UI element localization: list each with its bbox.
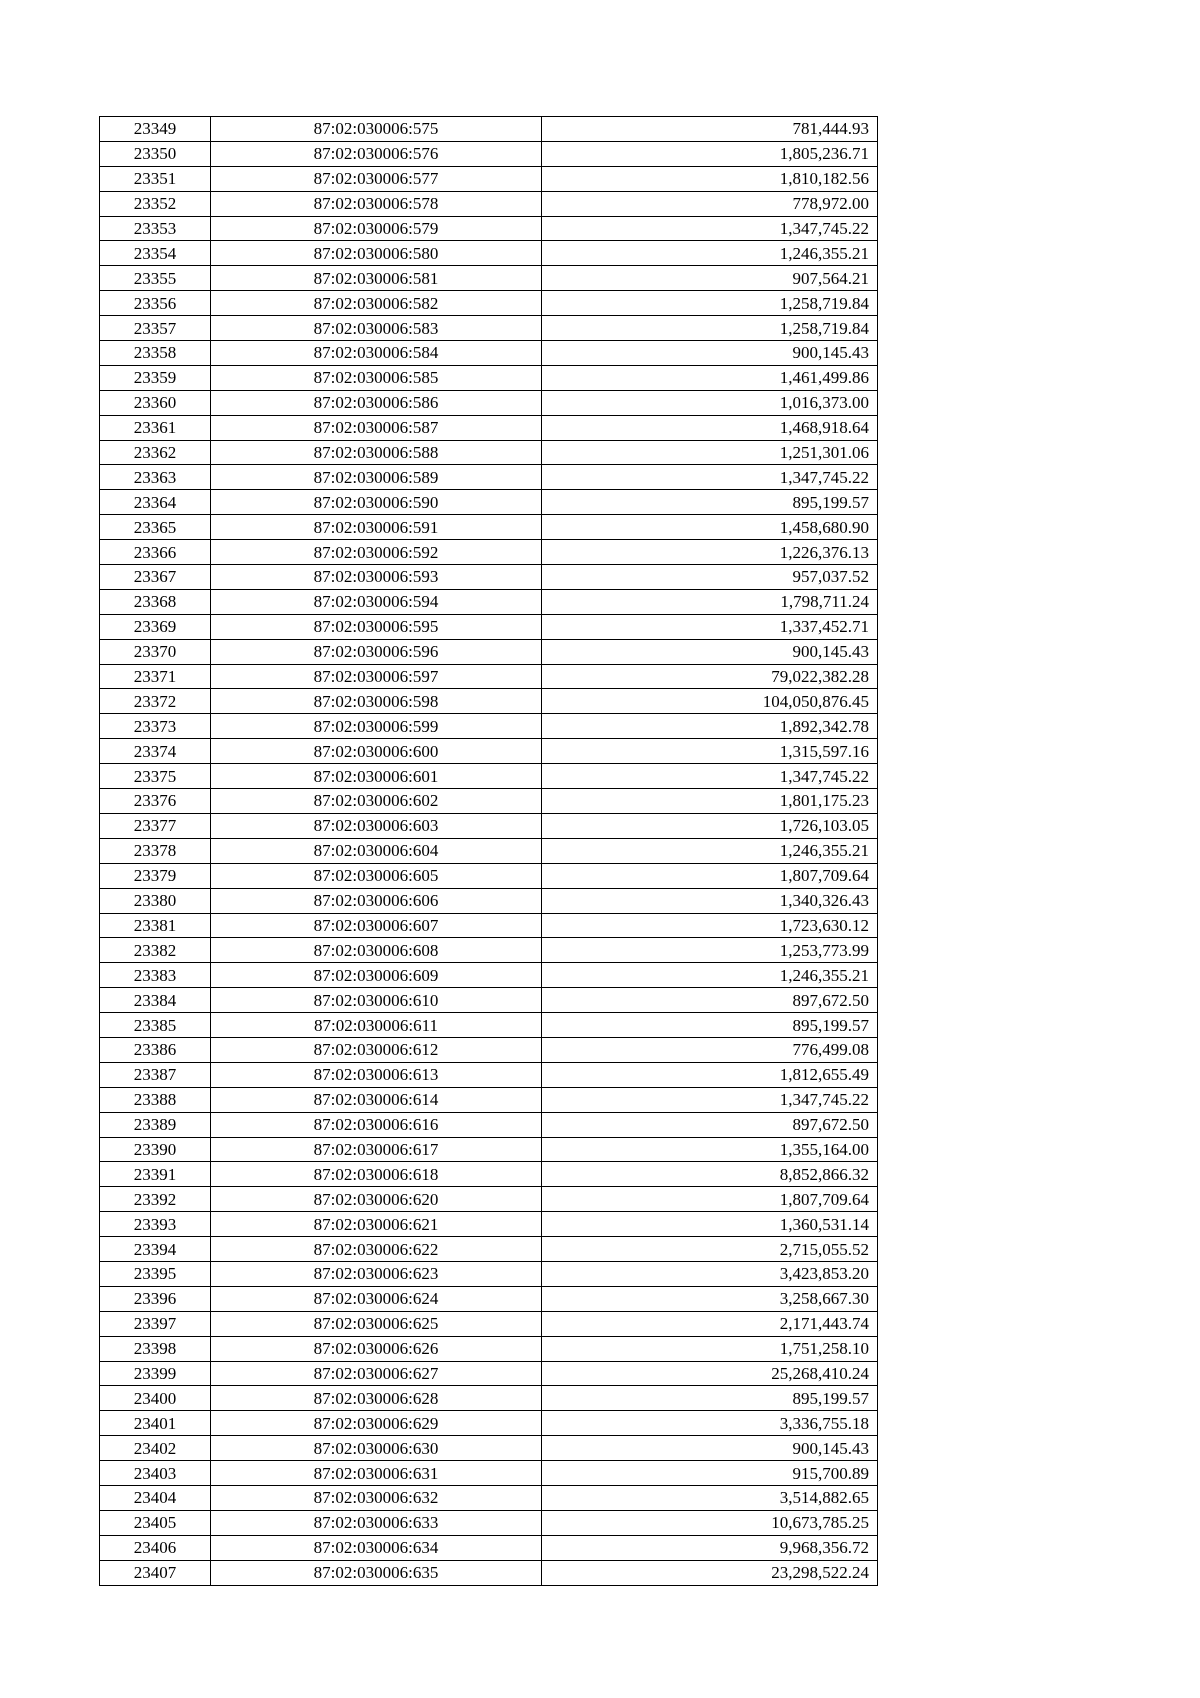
cadastral-number-cell: 87:02:030006:616 [211, 1112, 542, 1137]
row-number-cell: 23388 [100, 1087, 211, 1112]
cadastral-number-cell: 87:02:030006:612 [211, 1037, 542, 1062]
table-row [100, 191, 878, 216]
cadastral-number-cell: 87:02:030006:598 [211, 689, 542, 714]
cadastral-number-cell: 87:02:030006:589 [211, 465, 542, 490]
row-number-cell: 23394 [100, 1237, 211, 1262]
cadastral-value-cell: 1,468,918.64 [542, 415, 878, 440]
cadastral-number-cell: 87:02:030006:609 [211, 963, 542, 988]
row-number-cell: 23356 [100, 291, 211, 316]
table-row [100, 515, 878, 540]
table-row [100, 1013, 878, 1038]
row-number-cell: 23358 [100, 341, 211, 366]
cadastral-number-cell: 87:02:030006:597 [211, 664, 542, 689]
row-number-cell: 23349 [100, 117, 211, 142]
row-number-cell: 23357 [100, 316, 211, 341]
row-number-cell: 23390 [100, 1137, 211, 1162]
cadastral-value-cell: 1,226,376.13 [542, 540, 878, 565]
table-row [100, 988, 878, 1013]
cadastral-value-cell: 1,807,709.64 [542, 863, 878, 888]
cadastral-number-cell: 87:02:030006:602 [211, 789, 542, 814]
cadastral-value-cell: 8,852,866.32 [542, 1162, 878, 1187]
cadastral-value-cell: 778,972.00 [542, 191, 878, 216]
row-number-cell: 23397 [100, 1311, 211, 1336]
row-number-cell: 23400 [100, 1386, 211, 1411]
table-row [100, 1336, 878, 1361]
cadastral-number-cell: 87:02:030006:631 [211, 1461, 542, 1486]
table-row [100, 664, 878, 689]
cadastral-number-cell: 87:02:030006:580 [211, 241, 542, 266]
row-number-cell: 23391 [100, 1162, 211, 1187]
row-number-cell: 23403 [100, 1461, 211, 1486]
table-row [100, 838, 878, 863]
cadastral-number-cell: 87:02:030006:575 [211, 117, 542, 142]
table-row [100, 365, 878, 390]
cadastral-value-cell: 1,355,164.00 [542, 1137, 878, 1162]
row-number-cell: 23359 [100, 365, 211, 390]
cadastral-number-cell: 87:02:030006:587 [211, 415, 542, 440]
cadastral-number-cell: 87:02:030006:620 [211, 1187, 542, 1212]
cadastral-value-cell: 1,016,373.00 [542, 390, 878, 415]
table-row [100, 465, 878, 490]
row-number-cell: 23405 [100, 1510, 211, 1535]
cadastral-number-cell: 87:02:030006:611 [211, 1013, 542, 1038]
cadastral-number-cell: 87:02:030006:634 [211, 1535, 542, 1560]
cadastral-number-cell: 87:02:030006:578 [211, 191, 542, 216]
table-row [100, 316, 878, 341]
row-number-cell: 23360 [100, 390, 211, 415]
cadastral-value-cell: 1,315,597.16 [542, 739, 878, 764]
cadastral-number-cell: 87:02:030006:603 [211, 813, 542, 838]
cadastral-value-cell: 2,715,055.52 [542, 1237, 878, 1262]
cadastral-number-cell: 87:02:030006:577 [211, 166, 542, 191]
cadastral-value-cell: 900,145.43 [542, 639, 878, 664]
cadastral-value-cell: 1,805,236.71 [542, 141, 878, 166]
table-row [100, 1485, 878, 1510]
cadastral-value-cell: 25,268,410.24 [542, 1361, 878, 1386]
cadastral-number-cell: 87:02:030006:604 [211, 838, 542, 863]
table-row [100, 415, 878, 440]
cadastral-value-cell: 1,347,745.22 [542, 764, 878, 789]
table-row [100, 589, 878, 614]
cadastral-value-cell: 1,798,711.24 [542, 589, 878, 614]
cadastral-number-cell: 87:02:030006:599 [211, 714, 542, 739]
table-row [100, 1436, 878, 1461]
row-number-cell: 23393 [100, 1212, 211, 1237]
cadastral-value-cell: 1,253,773.99 [542, 938, 878, 963]
table-row [100, 1361, 878, 1386]
row-number-cell: 23364 [100, 490, 211, 515]
table-row [100, 141, 878, 166]
cadastral-value-cell: 10,673,785.25 [542, 1510, 878, 1535]
cadastral-number-cell: 87:02:030006:624 [211, 1286, 542, 1311]
row-number-cell: 23406 [100, 1535, 211, 1560]
cadastral-value-cell: 957,037.52 [542, 565, 878, 590]
cadastral-number-cell: 87:02:030006:635 [211, 1560, 542, 1585]
cadastral-value-cell: 1,347,745.22 [542, 216, 878, 241]
cadastral-value-cell: 776,499.08 [542, 1037, 878, 1062]
cadastral-number-cell: 87:02:030006:617 [211, 1137, 542, 1162]
row-number-cell: 23389 [100, 1112, 211, 1137]
row-number-cell: 23381 [100, 913, 211, 938]
cadastral-number-cell: 87:02:030006:629 [211, 1411, 542, 1436]
cadastral-number-cell: 87:02:030006:584 [211, 341, 542, 366]
row-number-cell: 23369 [100, 614, 211, 639]
table-row [100, 1137, 878, 1162]
table-row [100, 291, 878, 316]
row-number-cell: 23396 [100, 1286, 211, 1311]
cadastral-number-cell: 87:02:030006:596 [211, 639, 542, 664]
cadastral-number-cell: 87:02:030006:610 [211, 988, 542, 1013]
table-row [100, 440, 878, 465]
cadastral-value-cell: 895,199.57 [542, 1386, 878, 1411]
table-row [100, 216, 878, 241]
cadastral-value-cell: 1,347,745.22 [542, 465, 878, 490]
table-row [100, 1062, 878, 1087]
row-number-cell: 23368 [100, 589, 211, 614]
cadastral-value-cell: 1,807,709.64 [542, 1187, 878, 1212]
cadastral-value-cell: 895,199.57 [542, 490, 878, 515]
cadastral-number-cell: 87:02:030006:592 [211, 540, 542, 565]
table-row [100, 888, 878, 913]
cadastral-number-cell: 87:02:030006:583 [211, 316, 542, 341]
cadastral-number-cell: 87:02:030006:591 [211, 515, 542, 540]
table-row [100, 1510, 878, 1535]
cadastral-number-cell: 87:02:030006:618 [211, 1162, 542, 1187]
cadastral-value-cell: 895,199.57 [542, 1013, 878, 1038]
table-row [100, 614, 878, 639]
table-row [100, 1560, 878, 1585]
cadastral-number-cell: 87:02:030006:595 [211, 614, 542, 639]
row-number-cell: 23383 [100, 963, 211, 988]
cadastral-value-cell: 897,672.50 [542, 988, 878, 1013]
table-row [100, 1212, 878, 1237]
cadastral-number-cell: 87:02:030006:622 [211, 1237, 542, 1262]
row-number-cell: 23386 [100, 1037, 211, 1062]
table-row [100, 813, 878, 838]
cadastral-number-cell: 87:02:030006:590 [211, 490, 542, 515]
row-number-cell: 23387 [100, 1062, 211, 1087]
table-row [100, 266, 878, 291]
row-number-cell: 23401 [100, 1411, 211, 1436]
cadastral-number-cell: 87:02:030006:632 [211, 1485, 542, 1510]
cadastral-value-cell: 9,968,356.72 [542, 1535, 878, 1560]
table-row [100, 565, 878, 590]
cadastral-number-cell: 87:02:030006:630 [211, 1436, 542, 1461]
cadastral-number-cell: 87:02:030006:593 [211, 565, 542, 590]
cadastral-number-cell: 87:02:030006:585 [211, 365, 542, 390]
table-row [100, 1261, 878, 1286]
table-row [100, 739, 878, 764]
cadastral-number-cell: 87:02:030006:594 [211, 589, 542, 614]
cadastral-value-cell: 1,892,342.78 [542, 714, 878, 739]
cadastral-value-cell: 907,564.21 [542, 266, 878, 291]
table-row [100, 714, 878, 739]
row-number-cell: 23363 [100, 465, 211, 490]
row-number-cell: 23385 [100, 1013, 211, 1038]
cadastral-number-cell: 87:02:030006:605 [211, 863, 542, 888]
cadastral-value-cell: 3,258,667.30 [542, 1286, 878, 1311]
cadastral-value-cell: 1,810,182.56 [542, 166, 878, 191]
row-number-cell: 23365 [100, 515, 211, 540]
table-row [100, 1162, 878, 1187]
cadastral-value-cell: 1,251,301.06 [542, 440, 878, 465]
cadastral-number-cell: 87:02:030006:633 [211, 1510, 542, 1535]
cadastral-number-cell: 87:02:030006:588 [211, 440, 542, 465]
cadastral-value-cell: 1,246,355.21 [542, 241, 878, 266]
table-row [100, 117, 878, 142]
cadastral-number-cell: 87:02:030006:601 [211, 764, 542, 789]
table-row [100, 1311, 878, 1336]
row-number-cell: 23362 [100, 440, 211, 465]
row-number-cell: 23392 [100, 1187, 211, 1212]
row-number-cell: 23351 [100, 166, 211, 191]
table-row [100, 789, 878, 814]
cadastral-number-cell: 87:02:030006:613 [211, 1062, 542, 1087]
table-row [100, 1386, 878, 1411]
row-number-cell: 23350 [100, 141, 211, 166]
cadastral-value-cell: 781,444.93 [542, 117, 878, 142]
row-number-cell: 23373 [100, 714, 211, 739]
row-number-cell: 23380 [100, 888, 211, 913]
cadastral-value-cell: 1,723,630.12 [542, 913, 878, 938]
table-row [100, 341, 878, 366]
cadastral-value-cell: 2,171,443.74 [542, 1311, 878, 1336]
row-number-cell: 23395 [100, 1261, 211, 1286]
row-number-cell: 23372 [100, 689, 211, 714]
row-number-cell: 23366 [100, 540, 211, 565]
cadastral-value-cell: 1,751,258.10 [542, 1336, 878, 1361]
cadastral-number-cell: 87:02:030006:625 [211, 1311, 542, 1336]
cadastral-value-cell: 1,801,175.23 [542, 789, 878, 814]
cadastral-value-cell: 1,246,355.21 [542, 963, 878, 988]
cadastral-value-cell: 900,145.43 [542, 1436, 878, 1461]
cadastral-number-cell: 87:02:030006:582 [211, 291, 542, 316]
row-number-cell: 23352 [100, 191, 211, 216]
table-row [100, 241, 878, 266]
cadastral-number-cell: 87:02:030006:621 [211, 1212, 542, 1237]
cadastral-number-cell: 87:02:030006:600 [211, 739, 542, 764]
table-row [100, 1037, 878, 1062]
row-number-cell: 23384 [100, 988, 211, 1013]
row-number-cell: 23407 [100, 1560, 211, 1585]
cadastral-number-cell: 87:02:030006:607 [211, 913, 542, 938]
table-row [100, 540, 878, 565]
table-row [100, 1112, 878, 1137]
table-row [100, 1087, 878, 1112]
table-row [100, 639, 878, 664]
row-number-cell: 23377 [100, 813, 211, 838]
row-number-cell: 23378 [100, 838, 211, 863]
table-body [100, 117, 878, 1586]
cadastral-value-cell: 1,258,719.84 [542, 291, 878, 316]
row-number-cell: 23361 [100, 415, 211, 440]
table-row [100, 863, 878, 888]
row-number-cell: 23398 [100, 1336, 211, 1361]
table-row [100, 166, 878, 191]
cadastral-value-cell: 900,145.43 [542, 341, 878, 366]
cadastral-value-cell: 897,672.50 [542, 1112, 878, 1137]
cadastral-number-cell: 87:02:030006:581 [211, 266, 542, 291]
cadastral-value-cell: 23,298,522.24 [542, 1560, 878, 1585]
table-row [100, 1535, 878, 1560]
table-row [100, 490, 878, 515]
row-number-cell: 23379 [100, 863, 211, 888]
table-row [100, 1411, 878, 1436]
cadastral-value-cell: 3,423,853.20 [542, 1261, 878, 1286]
cadastral-number-cell: 87:02:030006:579 [211, 216, 542, 241]
table-row [100, 689, 878, 714]
row-number-cell: 23354 [100, 241, 211, 266]
cadastral-number-cell: 87:02:030006:614 [211, 1087, 542, 1112]
row-number-cell: 23353 [100, 216, 211, 241]
cadastral-value-cell: 79,022,382.28 [542, 664, 878, 689]
table-row [100, 1461, 878, 1486]
cadastral-value-cell: 1,340,326.43 [542, 888, 878, 913]
table-row [100, 764, 878, 789]
table-row [100, 1187, 878, 1212]
cadastral-number-cell: 87:02:030006:576 [211, 141, 542, 166]
cadastral-value-table [99, 116, 878, 1586]
cadastral-number-cell: 87:02:030006:628 [211, 1386, 542, 1411]
cadastral-number-cell: 87:02:030006:626 [211, 1336, 542, 1361]
table-row [100, 1286, 878, 1311]
cadastral-value-cell: 915,700.89 [542, 1461, 878, 1486]
cadastral-value-cell: 3,336,755.18 [542, 1411, 878, 1436]
row-number-cell: 23404 [100, 1485, 211, 1510]
cadastral-number-cell: 87:02:030006:586 [211, 390, 542, 415]
table-row [100, 913, 878, 938]
table-row [100, 938, 878, 963]
cadastral-value-cell: 1,458,680.90 [542, 515, 878, 540]
table-row [100, 963, 878, 988]
row-number-cell: 23371 [100, 664, 211, 689]
row-number-cell: 23375 [100, 764, 211, 789]
row-number-cell: 23355 [100, 266, 211, 291]
table-row [100, 1237, 878, 1262]
row-number-cell: 23370 [100, 639, 211, 664]
cadastral-number-cell: 87:02:030006:606 [211, 888, 542, 913]
cadastral-value-cell: 104,050,876.45 [542, 689, 878, 714]
cadastral-value-cell: 1,258,719.84 [542, 316, 878, 341]
cadastral-value-cell: 1,337,452.71 [542, 614, 878, 639]
cadastral-value-cell: 3,514,882.65 [542, 1485, 878, 1510]
table-row [100, 390, 878, 415]
cadastral-value-cell: 1,726,103.05 [542, 813, 878, 838]
row-number-cell: 23376 [100, 789, 211, 814]
row-number-cell: 23402 [100, 1436, 211, 1461]
cadastral-number-cell: 87:02:030006:623 [211, 1261, 542, 1286]
cadastral-number-cell: 87:02:030006:608 [211, 938, 542, 963]
row-number-cell: 23382 [100, 938, 211, 963]
cadastral-value-cell: 1,360,531.14 [542, 1212, 878, 1237]
row-number-cell: 23399 [100, 1361, 211, 1386]
cadastral-number-cell: 87:02:030006:627 [211, 1361, 542, 1386]
cadastral-value-cell: 1,461,499.86 [542, 365, 878, 390]
cadastral-value-cell: 1,812,655.49 [542, 1062, 878, 1087]
row-number-cell: 23374 [100, 739, 211, 764]
cadastral-value-cell: 1,347,745.22 [542, 1087, 878, 1112]
cadastral-value-cell: 1,246,355.21 [542, 838, 878, 863]
row-number-cell: 23367 [100, 565, 211, 590]
